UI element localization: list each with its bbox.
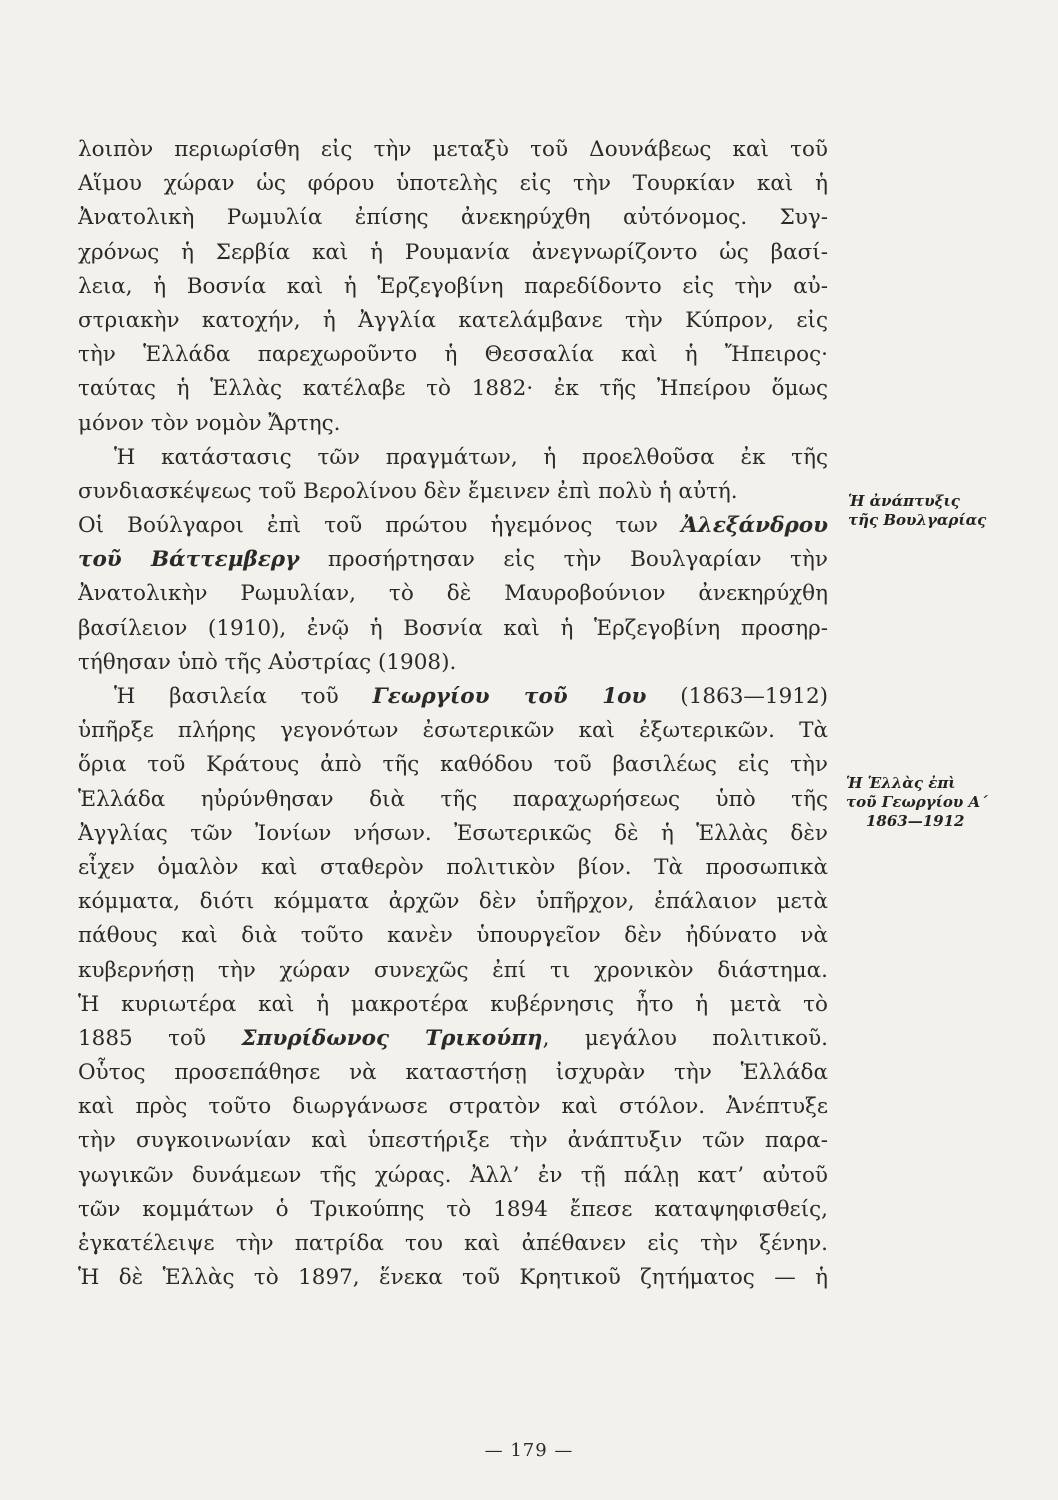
- text-line: [78, 543, 828, 577]
- text-line: πάθους καὶ διὰ τοῦτο κανὲν ὑπουργεῖον δὲν ἠδύνατο νὰ: [78, 923, 828, 949]
- text-line: τήθησαν ὑπὸ τῆς Αὐστρίας (1908).: [78, 649, 457, 675]
- text-line: Ἀγγλίας τῶν Ἰονίων νήσων. Ἐσωτερικῶς δὲ ἡ Ἑλλὰς δὲν: [78, 820, 828, 846]
- margin-note-line: Ἡ ἀνάπτυξις: [848, 492, 960, 510]
- text-line: ὑπῆρξε πλήρης γεγονότων ἐσωτερικῶν καὶ ἐξωτερικῶν. Τὰ: [78, 718, 828, 744]
- emphasized-name: τοῦ Βάττεμβεργ: [78, 547, 300, 573]
- margin-note-line: Ἡ Ἑλλὰς ἐπὶ: [846, 774, 956, 792]
- text-line: Ἡ κυριωτέρα καὶ ἡ μακροτέρα κυβέρνησις ἦτο ἡ μετὰ τὸ: [78, 991, 828, 1017]
- text-line: τὴν Ἑλλάδα παρεχωροῦντο ἡ Θεσσαλία καὶ ἡ Ἤπειρος·: [78, 342, 828, 368]
- text-line: τὴν συγκοινωνίαν καὶ ὑπεστήριξε τὴν ἀνάπτυξιν τῶν παρα-: [78, 1128, 828, 1154]
- text-line: γωγικῶν δυνάμεων τῆς χώρας. Ἀλλ’ ἐν τῇ πάλῃ κατ’ αὐτοῦ: [78, 1162, 828, 1188]
- text-line: Ἀνατολικὴ Ρωμυλία ἐπίσης ἀνεκηρύχθη αὐτόνομος. Συγ-: [78, 205, 828, 231]
- margin-note-bulgaria: [848, 492, 1048, 530]
- text-line: [78, 680, 828, 714]
- text-run: Ἡ βασιλεία τοῦ: [114, 684, 373, 709]
- emphasized-name: Σπυρίδωνος Τρικούπη: [241, 1025, 543, 1051]
- emphasized-name: Ἀλεξάνδρου: [681, 513, 828, 539]
- text-run: Οἱ Βούλγαροι ἐπὶ τοῦ πρώτου ἡγεμόνος των: [78, 513, 682, 539]
- text-run: προσήρτησαν εἰς τὴν Βουλγαρίαν τὴν: [299, 547, 828, 573]
- text-line: [78, 509, 828, 543]
- text-line: εἶχεν ὁμαλὸν καὶ σταθερὸν πολιτικὸν βίον. Τὰ προσωπικὰ: [78, 854, 828, 880]
- text-line: [78, 1022, 828, 1056]
- text-line: Οὗτος προσεπάθησε νὰ καταστήσῃ ἰσχυρὰν τὴν Ἑλλάδα: [78, 1060, 828, 1086]
- text-run: , μεγάλου πολιτικοῦ.: [542, 1025, 828, 1051]
- text-line: τῶν κομμάτων ὁ Τρικούπης τὸ 1894 ἔπεσε καταψηφισθείς,: [78, 1196, 828, 1222]
- text-line: κυβερνήσῃ τὴν χώραν συνεχῶς ἐπί τι χρονικὸν διάστημα.: [78, 957, 828, 983]
- margin-note-line: 1863—1912: [866, 812, 965, 830]
- text-line: Ἑλλάδα ηὐρύνθησαν διὰ τῆς παραχωρήσεως ὑπὸ τῆς: [78, 786, 828, 812]
- margin-note-line: τῆς Βουλγαρίας: [848, 511, 987, 529]
- text-line: Ἡ δὲ Ἑλλὰς τὸ 1897, ἕνεκα τοῦ Κρητικοῦ ζητήματος — ἡ: [78, 1265, 828, 1291]
- text-run: 1885 τοῦ: [78, 1025, 242, 1051]
- text-line: στριακὴν κατοχήν, ἡ Ἀγγλία κατελάμβανε τὴν Κύπρον, εἰς: [78, 307, 828, 333]
- margin-note-line: τοῦ Γεωργίου Α΄: [846, 793, 988, 811]
- text-line: κόμματα, διότι κόμματα ἀρχῶν δὲν ὑπῆρχον, ἐπάλαιον μετὰ: [78, 889, 828, 915]
- text-line: μόνον τὸν νομὸν Ἄρτης.: [78, 410, 341, 436]
- text-line: καὶ πρὸς τοῦτο διωργάνωσε στρατὸν καὶ στόλον. Ἀνέπτυξε: [78, 1094, 828, 1120]
- text-run: (1863—1912): [646, 684, 828, 709]
- page-number: — 179 —: [484, 1440, 574, 1461]
- text-line: ὅρια τοῦ Κράτους ἀπὸ τῆς καθόδου τοῦ βασιλέως εἰς τὴν: [78, 752, 828, 778]
- text-line: λεια, ἡ Βοσνία καὶ ἡ Ἑρζεγοβίνη παρεδίδοντο εἰς τὴν αὐ-: [78, 273, 828, 299]
- margin-note-greece: [846, 774, 1046, 831]
- text-line: Αἵμου χώραν ὡς φόρου ὑποτελὴς εἰς τὴν Τουρκίαν καὶ ἡ: [78, 171, 828, 197]
- text-line: βασίλειον (1910), ἐνῷ ἡ Βοσνία καὶ ἡ Ἑρζεγοβίνη προσηρ-: [78, 615, 828, 641]
- text-line: λοιπὸν περιωρίσθη εἰς τὴν μεταξὺ τοῦ Δουνάβεως καὶ τοῦ: [78, 137, 828, 162]
- body-text: [78, 133, 828, 1295]
- text-line: Ἡ κατάστασις τῶν πραγμάτων, ἡ προελθοῦσα ἐκ τῆς: [114, 444, 828, 470]
- emphasized-name: Γεωργίου τοῦ 1ου: [372, 684, 647, 709]
- text-line: χρόνως ἡ Σερβία καὶ ἡ Ρουμανία ἀνεγνωρίζοντο ὡς βασί-: [78, 239, 828, 265]
- text-line: ταύτας ἡ Ἑλλὰς κατέλαβε τὸ 1882· ἐκ τῆς Ἠπείρου ὅμως: [78, 376, 828, 402]
- text-line: συνδιασκέψεως τοῦ Βερολίνου δὲν ἔμεινεν ἐπὶ πολὺ ἡ αὐτή.: [78, 478, 738, 504]
- text-line: Ἀνατολικὴν Ρωμυλίαν, τὸ δὲ Μαυροβούνιον ἀνεκηρύχθη: [78, 581, 828, 607]
- text-line: ἐγκατέλειψε τὴν πατρίδα του καὶ ἀπέθανεν εἰς τὴν ξένην.: [78, 1231, 828, 1256]
